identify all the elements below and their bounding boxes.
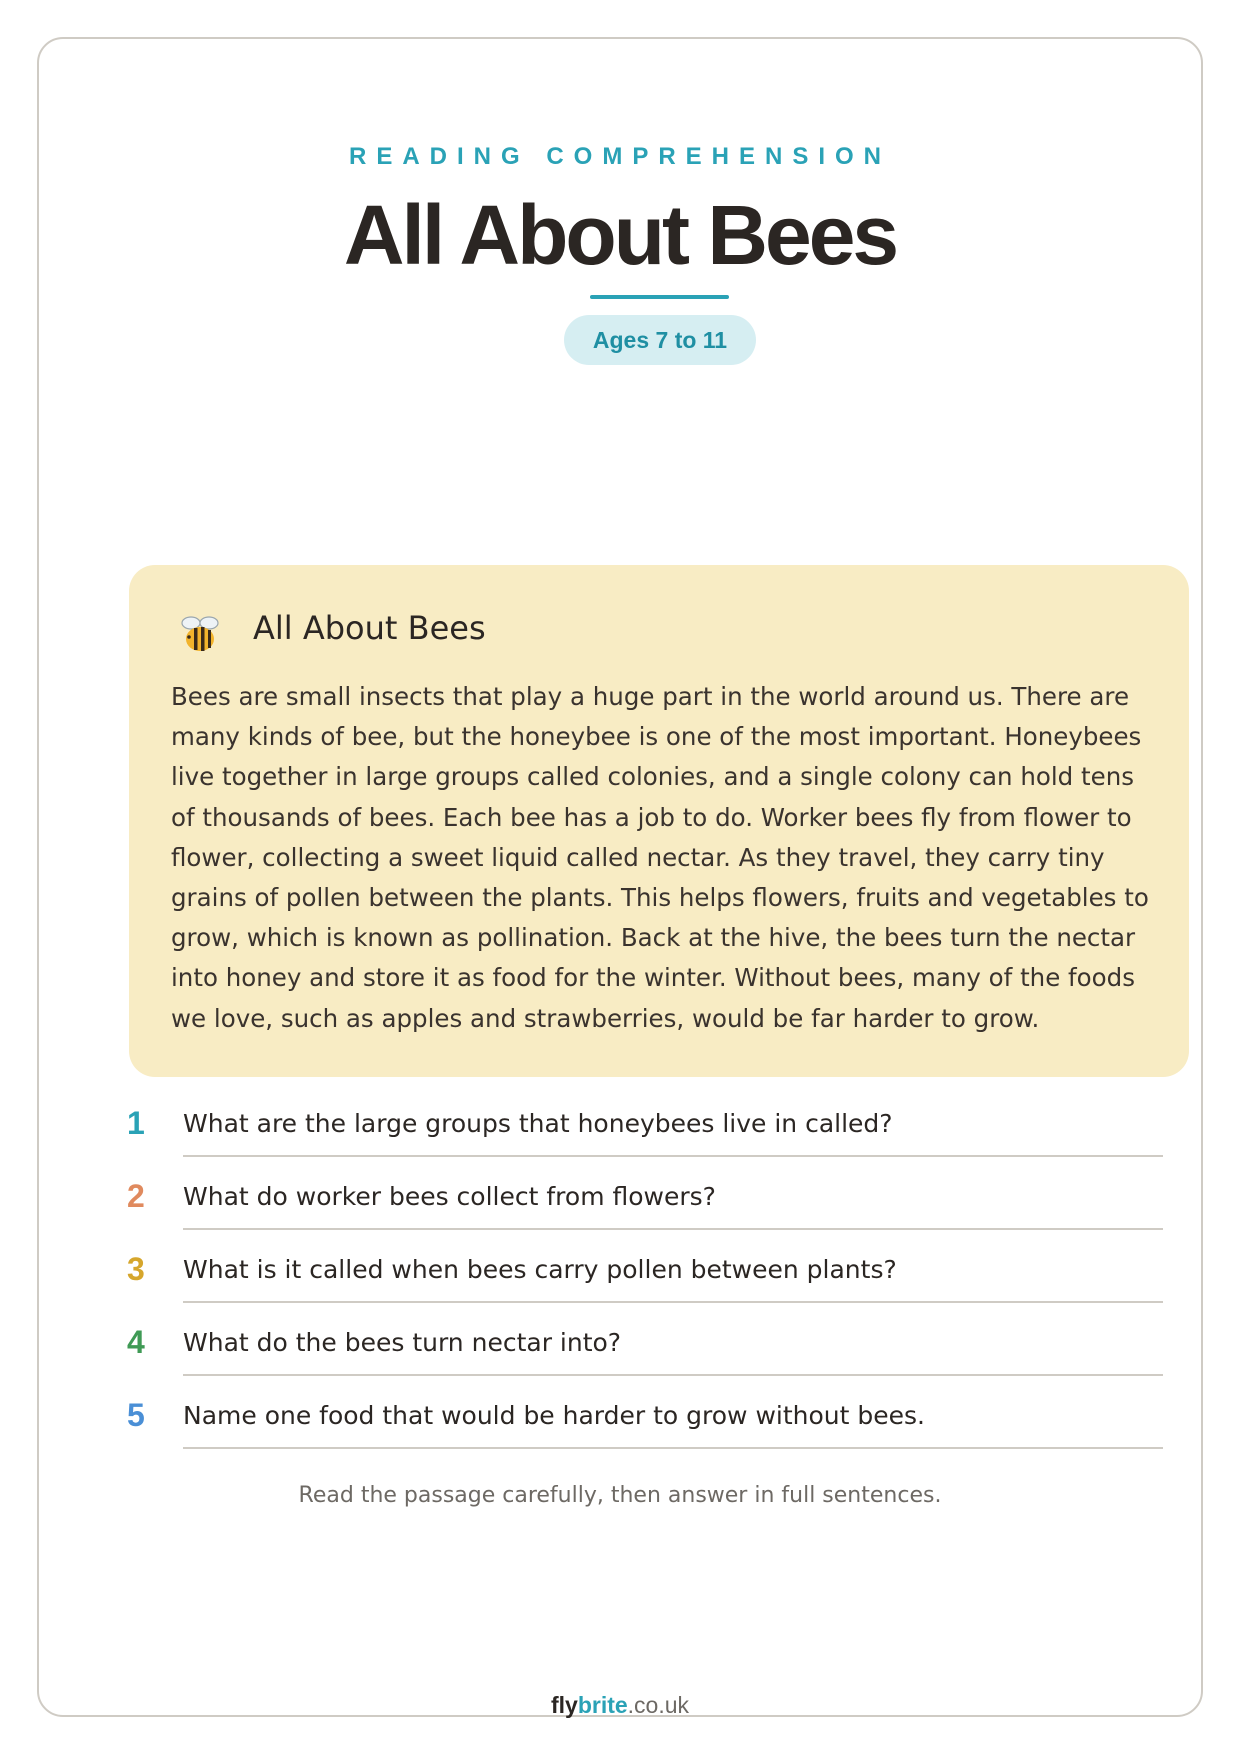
- question-text: What do worker bees collect from flowers?: [183, 1182, 716, 1211]
- age-badge: Ages 7 to 11: [564, 315, 756, 365]
- answer-line[interactable]: [183, 1301, 1163, 1303]
- answer-line[interactable]: [183, 1155, 1163, 1157]
- logo-fly: fly: [550, 1692, 578, 1718]
- question-number: 3: [127, 1251, 145, 1287]
- worksheet-page: [37, 37, 1203, 1717]
- question-item: [127, 1318, 1163, 1391]
- logo-brite: brite: [577, 1692, 628, 1718]
- question-number: 1: [127, 1105, 145, 1141]
- question-list: [127, 1099, 1163, 1464]
- passage-title: All About Bees: [253, 609, 486, 647]
- question-text: What is it called when bees carry pollen between plants?: [183, 1255, 897, 1284]
- question-item: [127, 1391, 1163, 1464]
- question-number: 2: [127, 1178, 145, 1214]
- question-text: What are the large groups that honeybees live in called?: [183, 1109, 893, 1138]
- worksheet-category: READING COMPREHENSION: [348, 143, 892, 170]
- question-text: Name one food that would be harder to grow without bees.: [183, 1401, 925, 1430]
- question-item: [127, 1172, 1163, 1245]
- logo-domain: .co.uk: [627, 1692, 690, 1718]
- footer-logo: [39, 1692, 1201, 1719]
- question-item: [127, 1245, 1163, 1318]
- reading-passage-box: [129, 565, 1189, 1077]
- answer-line[interactable]: [183, 1374, 1163, 1376]
- page-title: All About Bees: [343, 188, 897, 282]
- answer-line[interactable]: [183, 1447, 1163, 1449]
- question-number: 5: [127, 1397, 145, 1433]
- bee-icon: [179, 613, 221, 655]
- answer-line[interactable]: [183, 1228, 1163, 1230]
- instructions-text: Read the passage carefully, then answer in full sentences.: [298, 1483, 942, 1508]
- question-text: What do the bees turn nectar into?: [183, 1328, 622, 1357]
- passage-text: Bees are small insects that play a huge part in the world around us. There are many kinds of bee, but the honeybee is one of the most important. Honeybees live together in large groups called colonies, and a single colony can hold tens of thousands of bees. Each bee has a job to do. Worker bees fly from flower to flower, collecting a sweet liquid called nectar. As they travel, they carry tiny grains of pollen between the plants. This helps flowers, fruits and vegetables to grow, which is known as pollination. Back at the hive, the bees turn the nectar into honey and store it as food for the winter. Without bees, many of the foods we love, such as apples and strawberries, would be far harder to grow.: [171, 682, 1149, 1033]
- question-number: 4: [127, 1324, 145, 1360]
- question-item: [127, 1099, 1163, 1172]
- title-divider: [590, 295, 729, 299]
